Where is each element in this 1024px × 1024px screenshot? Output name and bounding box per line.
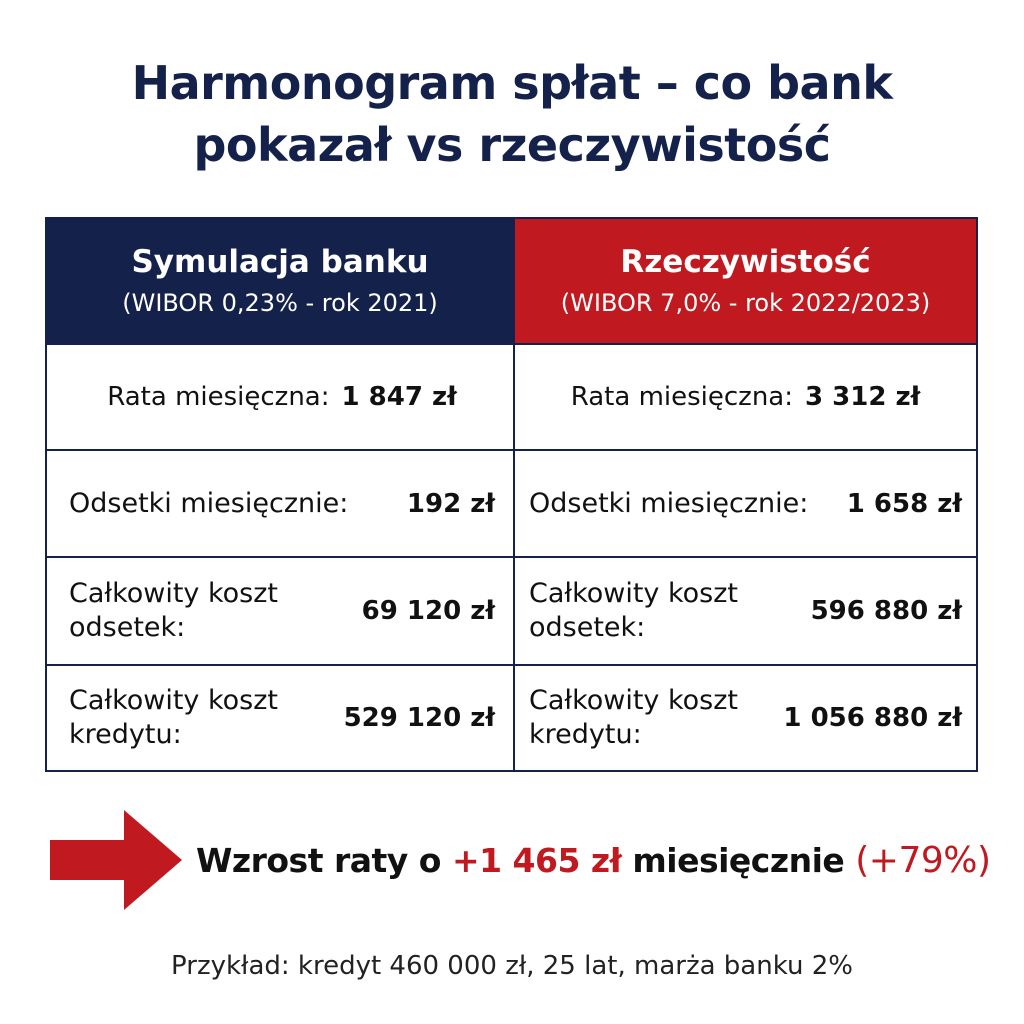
example-footnote: Przykład: kredyt 460 000 zł, 25 lat, marża banku 2% [171, 951, 853, 981]
title-line-2: pokazał vs rzeczywistość [193, 118, 831, 172]
bank-monthly-interest-value: 192 zł [406, 488, 495, 519]
summary-amount: +1 465 zł [451, 841, 622, 880]
real-monthly-interest-value: 1 658 zł [846, 488, 962, 519]
real-monthly-interest-cell [513, 449, 976, 556]
reality-header-subtitle: (WIBOR 7,0% - rok 2022/2023) [560, 289, 931, 317]
comparison-table [45, 217, 978, 772]
real-total-interest-label: Całkowity koszt odsetek: [529, 578, 739, 643]
real-total-interest-cell [513, 556, 976, 664]
title-line-1: Harmonogram spłat – co bank [131, 56, 893, 110]
bank-total-interest-label: Całkowity koszt odsetek: [69, 578, 279, 643]
bank-monthly-interest-cell [47, 449, 513, 556]
reality-header [513, 219, 976, 343]
summary-suffix: miesięcznie [632, 841, 845, 880]
summary-percent: (+79%) [855, 840, 991, 881]
bank-total-interest-cell [47, 556, 513, 664]
bank-monthly-installment-value: 1 847 zł [341, 382, 457, 412]
bank-monthly-installment-cell [47, 343, 513, 449]
real-monthly-installment-cell [513, 343, 976, 449]
bank-monthly-interest-label: Odsetki miesięcznie: [69, 487, 349, 519]
bank-header-title: Symulacja banku [131, 244, 429, 280]
real-total-interest-value: 596 880 zł [810, 596, 962, 626]
bank-total-credit-cost-value: 529 120 zł [343, 703, 495, 733]
bank-simulation-header [47, 219, 513, 343]
bank-header-subtitle: (WIBOR 0,23% - rok 2021) [122, 289, 438, 317]
arrow-right-icon [50, 810, 182, 910]
bank-total-credit-cost-cell [47, 664, 513, 770]
installment-increase-summary [196, 838, 996, 884]
real-total-credit-cost-cell [513, 664, 976, 770]
real-total-credit-cost-value: 1 056 880 zł [783, 703, 962, 733]
real-total-credit-cost-label: Całkowity koszt kredytu: [529, 685, 739, 750]
bank-monthly-installment-label: Rata miesięczna: [107, 382, 330, 412]
reality-header-title: Rzeczywistość [620, 244, 871, 280]
bank-total-credit-cost-label: Całkowity koszt kredytu: [69, 685, 279, 750]
real-monthly-installment-value: 3 312 zł [805, 382, 921, 412]
page-title [0, 52, 1024, 176]
bank-total-interest-value: 69 120 zł [361, 596, 495, 626]
real-monthly-installment-label: Rata miesięczna: [570, 382, 793, 412]
real-monthly-interest-label: Odsetki miesięcznie: [529, 487, 809, 519]
summary-prefix: Wzrost raty o [196, 841, 441, 880]
